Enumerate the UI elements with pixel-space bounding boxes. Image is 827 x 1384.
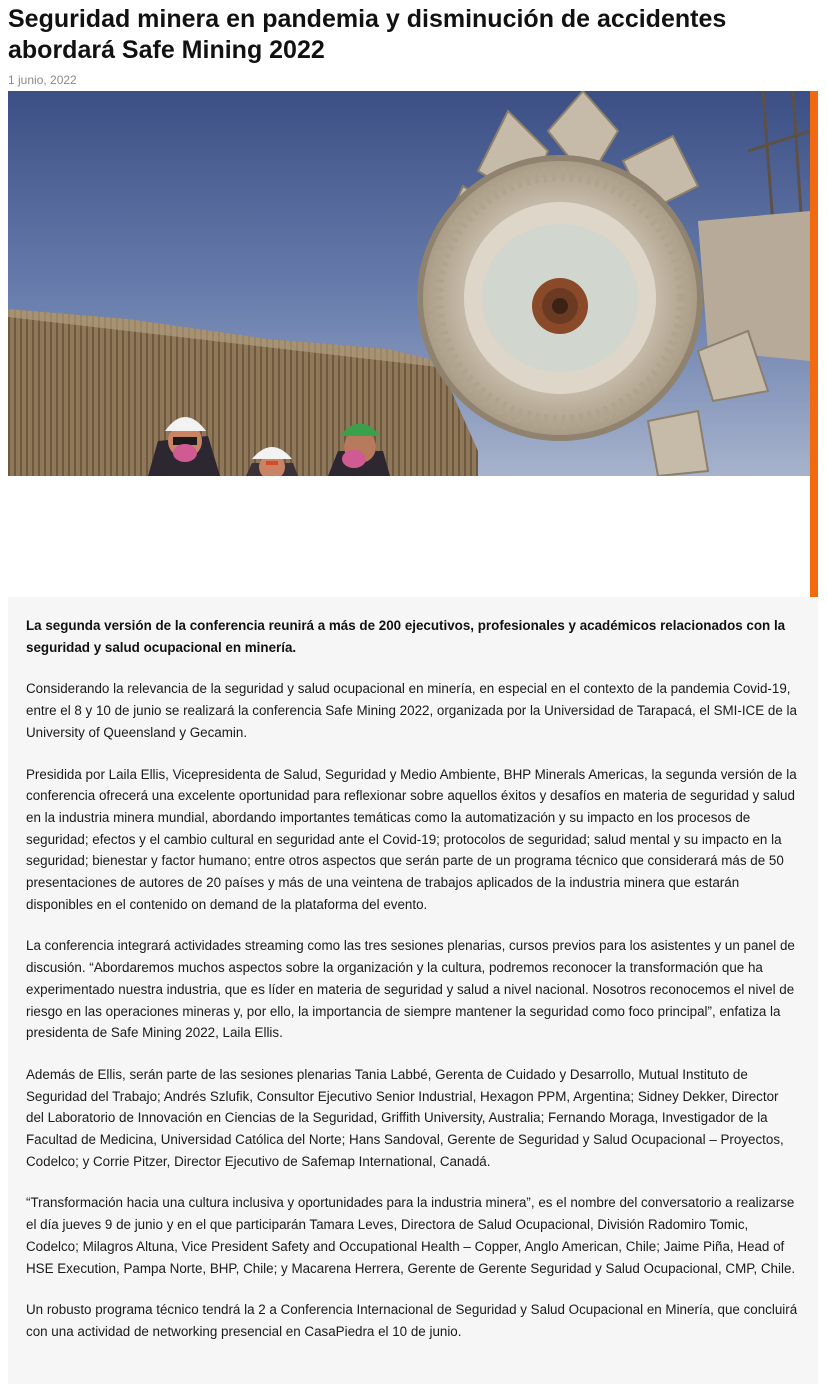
article-paragraph: La conferencia integrará actividades streaming como las tres sesiones plenarias, cursos previos para los asistentes y un panel de discusión. “Abordaremos muchos aspectos sobre la organización y la cultura, podremos reconocer la transformación que ha experimentado nuestra industria, que es líder en materia de seguridad y salud a nivel nacional. Nosotros reconocemos el nivel de riesgo en las operaciones mineras y, por ello, la importancia de siempre mantener la seguridad como foco principal”, enfatiza la presidenta de Safe Mining 2022, Laila Ellis. [26, 938, 795, 1041]
article-paragraph: “Transformación hacia una cultura inclusiva y oportunidades para la industria minera”, es el nombre del conversatorio a realizarse el día jueves 9 de junio y en el que participarán Tamara Leves, Directora de Salud Ocupacional, División Radomiro Tomic, Codelco; Milagros Altuna, Vice President Safety and Occupational Health – Copper, Anglo American, Chile; Jaime Piña, Head of HSE Execution, Pampa Norte, BHP, Chile; y Macarena Herrera, Gerente de Gerente Seguridad y Salud Ocupacional, CMP, Chile. [26, 1195, 796, 1276]
article-paragraph: Un robusto programa técnico tendrá la 2 a Conferencia Internacional de Seguridad y Salud Ocupacional en Minería, que concluirá con una actividad de networking presencial en CasaPiedra el 10 de junio. [26, 1302, 798, 1339]
hero-image [8, 91, 810, 476]
article-body [8, 597, 818, 1384]
article-paragraph: Considerando la relevancia de la seguridad y salud ocupacional en minería, en especial en el contexto de la pandemia Covid-19, entre el 8 y 10 de junio se realizará la conferencia Safe Mining 2022, organizada por la Universidad de Tarapacá, el SMI-ICE de la University of Queensland y Gecamin. [26, 681, 797, 740]
article-title: Seguridad minera en pandemia y disminución de accidentes abordará Safe Mining 2022 [8, 5, 727, 64]
article-lead: La segunda versión de la conferencia reunirá a más de 200 ejecutivos, profesionales y académicos relacionados con la seguridad y salud ocupacional en minería. [26, 618, 786, 655]
accent-bar [810, 91, 818, 597]
article-paragraph: Además de Ellis, serán parte de las sesiones plenarias Tania Labbé, Gerenta de Cuidado y Desarrollo, Mutual Instituto de Seguridad del Trabajo; Andrés Szlufik, Consultor Ejecutivo Senior Industrial, Hexagon PPM, Argentina; Sidney Dekker, Director del Laboratorio de Innovación en Ciencias de la Seguridad, Griffith University, Australia; Fernando Moraga, Investigador de la Facultad de Medicina, Universidad Católica del Norte; Hans Sandoval, Gerente de Seguridad y Salud Ocupacional – Proyectos, Codelco; y Corrie Pitzer, Director Ejecutivo de Safemap International, Canadá. [26, 1066, 784, 1169]
article-paragraph: Presidida por Laila Ellis, Vicepresidenta de Salud, Seguridad y Medio Ambiente, BHP Minerals Americas, la segunda versión de la conferencia ofrecerá una excelente oportunidad para reflexionar sobre aquellos éxitos y desafíos en materia de seguridad y salud en la industria minera mundial, abordando importantes temáticas como la automatización y su impacto en los procesos de seguridad; efectos y el cambio cultural en seguridad ante el Covid-19; protocolos de seguridad; salud mental y su impacto en la seguridad; bienestar y factor humano; entre otros aspectos que serán parte de un programa técnico que considerará más de 50 presentaciones de autores de 20 países y más de una veintena de trabajos aplicados de la industria minera que estarán disponibles en el contenido on demand de la plataforma del evento. [26, 766, 797, 912]
article-date: 1 junio, 2022 [8, 73, 77, 87]
